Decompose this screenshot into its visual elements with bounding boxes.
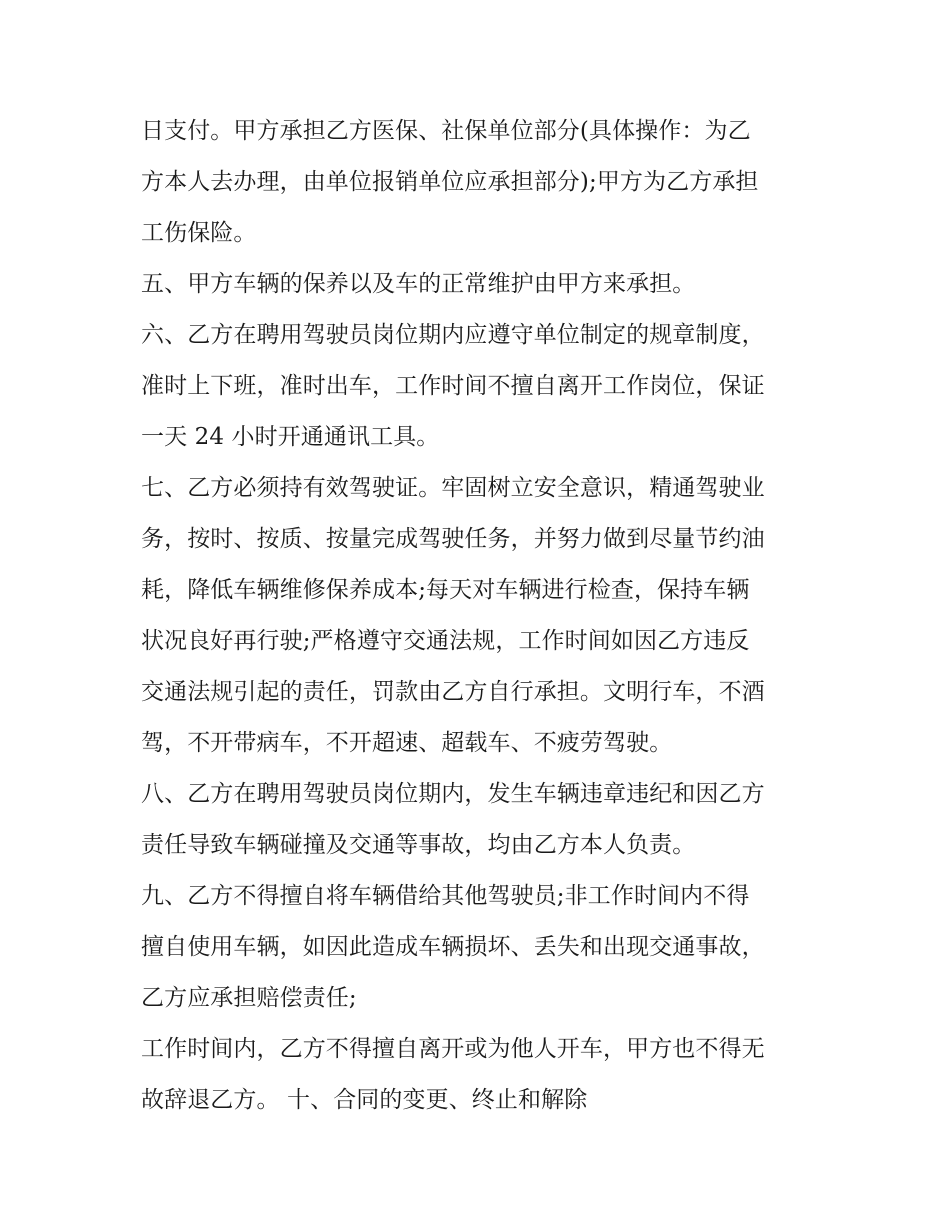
text-line-1: 日支付。甲方承担乙方医保、社保单位部分(具体操作：为乙 [141, 118, 751, 144]
clause-9-line-3: 乙方应承担赔偿责任; [141, 985, 357, 1011]
clause-9-line-2: 擅自使用车辆，如因此造成车辆损坏、丢失和出现交通事故， [141, 934, 765, 960]
contract-body-text [141, 106, 821, 1126]
clause-7-line-3: 耗，降低车辆维修保养成本;每天对车辆进行检查，保持车辆 [141, 577, 750, 603]
clause-10-heading-line: 故辞退乙方。 十、合同的变更、终止和解除 [141, 1087, 588, 1113]
text-line-3: 工伤保险。 [141, 220, 257, 246]
clause-5-line-1: 五、甲方车辆的保养以及车的正常维护由甲方来承担。 [141, 271, 696, 297]
clause-7-line-4: 状况良好再行驶;严格遵守交通法规，工作时间如因乙方违反 [141, 628, 750, 654]
clause-6-line-2: 准时上下班，准时出车，工作时间不擅自离开工作岗位，保证 [141, 373, 765, 399]
clause-7-line-1: 七、乙方必须持有效驾驶证。牢固树立安全意识，精通驾驶业 [141, 475, 765, 501]
clause-7-line-2: 务，按时、按质、按量完成驾驶任务，并努力做到尽量节约油 [141, 526, 765, 552]
clause-7-line-5: 交通法规引起的责任，罚款由乙方自行承担。文明行车，不酒 [141, 679, 765, 705]
text-line-2: 方本人去办理，由单位报销单位应承担部分);甲方为乙方承担 [141, 169, 759, 195]
text-line-19: 工作时间内，乙方不得擅自离开或为他人开车，甲方也不得无 [141, 1036, 765, 1062]
clause-6-line-1: 六、乙方在聘用驾驶员岗位期内应遵守单位制定的规章制度， [141, 322, 765, 348]
clause-7-line-6: 驾，不开带病车，不开超速、超载车、不疲劳驾驶。 [141, 730, 673, 756]
clause-9-line-1: 九、乙方不得擅自将车辆借给其他驾驶员;非工作时间内不得 [141, 883, 750, 909]
clause-6-line-3: 一天 24 小时开通通讯工具。 [141, 424, 440, 450]
clause-8-line-1: 八、乙方在聘用驾驶员岗位期内，发生车辆违章违纪和因乙方 [141, 781, 765, 807]
clause-8-line-2: 责任导致车辆碰撞及交通等事故，均由乙方本人负责。 [141, 832, 696, 858]
